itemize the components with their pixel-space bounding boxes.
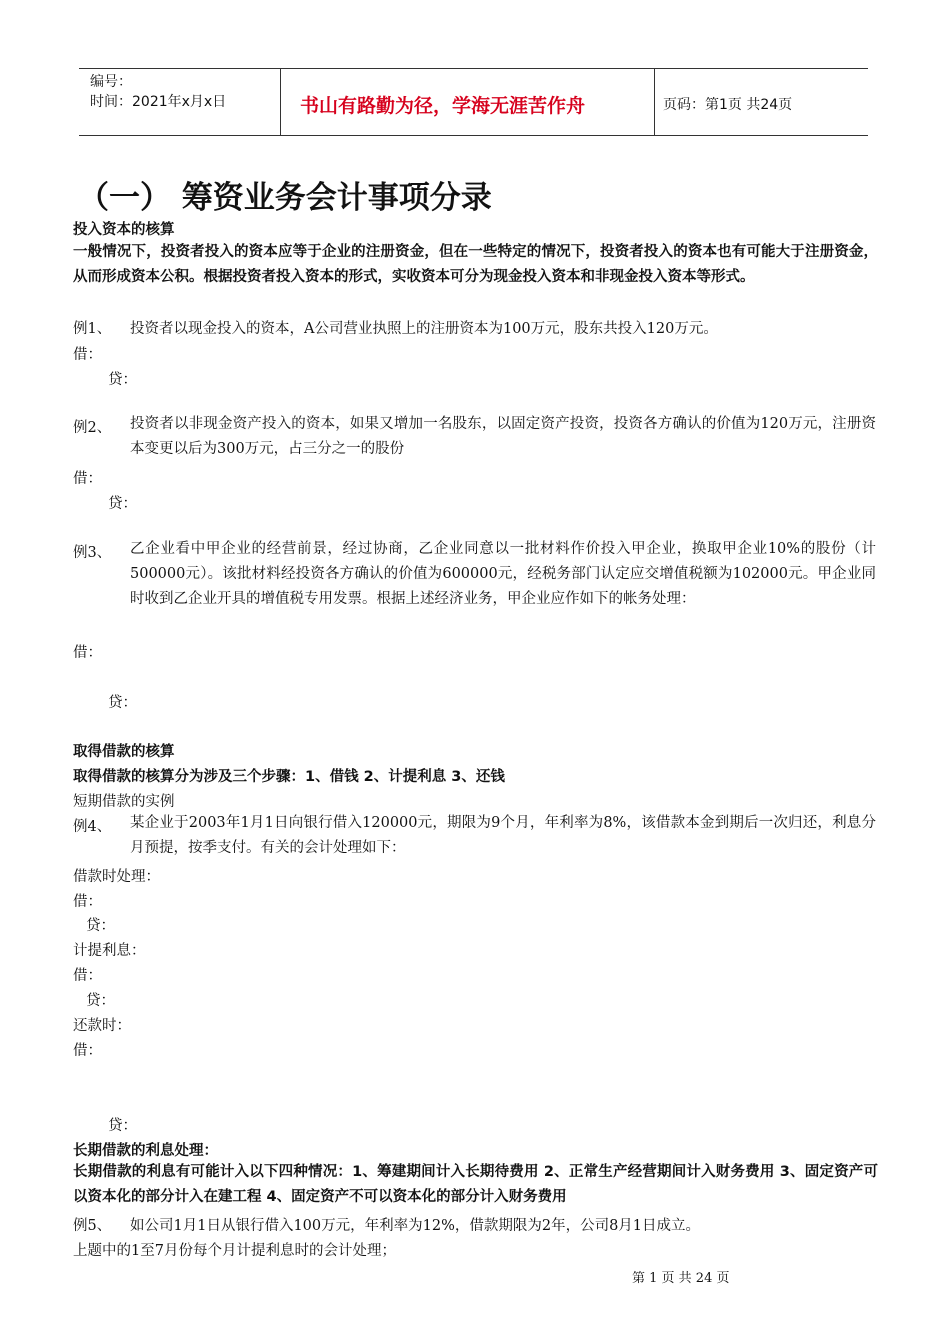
section-intro-capital: 一般情况下，投资者投入的资本应等于企业的注册资金，但在一些特定的情况下，投资者投入的资本也有可能大于注册资金，从而形成资本公积。根据投资者投入资本的形式，实收资本可分为现金投入资本和非现金投入资本等形式。 xyxy=(73,244,878,285)
section-heading-long-term: 长期借款的利息处理： xyxy=(73,1143,218,1159)
section-heading-capital: 投入资本的核算 xyxy=(73,222,175,238)
example-4-credit-1: 贷： xyxy=(86,918,115,934)
header-bottom-rule xyxy=(79,135,868,136)
example-4-borrow-label: 借款时处理： xyxy=(73,869,160,885)
example-4-debit-2: 借： xyxy=(73,968,102,984)
header-page-info: 页码：第1页 共24页 xyxy=(663,97,793,113)
example-4-text: 某企业于2003年1月1日向银行借入120000元，期限为9个月，年利率为8%，该借款本金到期后一次归还，利息分月预提，按季支付。有关的会计处理如下： xyxy=(130,815,876,856)
example-4-debit-1: 借： xyxy=(73,894,102,910)
example-1-label: 例1、 xyxy=(73,321,112,337)
example-3-text: 乙企业看中甲企业的经营前景，经过协商，乙企业同意以一批材料作价投入甲企业，换取甲企业10%的股份（计500000元）。该批材料经投资各方确认的价值为600000元，经税务部门认定应交增值税额为102000元。甲企业同时收到乙企业开具的增值税专用发票。根据上述经济业务，甲企业应作如下的帐务处理： xyxy=(130,541,876,607)
example-2-label: 例2、 xyxy=(73,420,112,436)
header-top-rule xyxy=(79,68,868,69)
example-5-label: 例5、 xyxy=(73,1218,112,1234)
example-4-repay-label: 还款时： xyxy=(73,1018,131,1034)
header-divider-right xyxy=(654,68,655,135)
header-serial-label: 编号： xyxy=(90,74,132,90)
example-2-credit: 贷： xyxy=(108,496,137,512)
example-2-text: 投资者以非现金资产投入的资本，如果又增加一名股东，以固定资产投资，投资各方确认的价值为120万元，注册资本变更以后为300万元，占三分之一的股份 xyxy=(130,416,876,457)
example-4-accrue-label: 计提利息： xyxy=(73,943,146,959)
example-1-credit: 贷： xyxy=(108,372,137,388)
section-text-long-term: 长期借款的利息有可能计入以下四种情况：1、筹建期间计入长期待费用 2、正常生产经营期间计入财务费用 3、固定资产可以资本化的部分计入在建工程 4、固定资产不可以资本化的部分计入财务费用 xyxy=(73,1164,878,1205)
example-4-debit-3: 借： xyxy=(73,1043,102,1059)
example-4-credit-3: 贷： xyxy=(108,1118,137,1134)
example-4-label: 例4、 xyxy=(73,819,112,835)
short-term-loan-subheading: 短期借款的实例 xyxy=(73,794,175,810)
example-1-text: 投资者以现金投入的资本，A公司营业执照上的注册资本为100万元，股东共投入120万元。 xyxy=(130,321,718,337)
example-3-credit: 贷： xyxy=(108,695,137,711)
example-2-debit: 借： xyxy=(73,471,102,487)
section-steps-loans: 取得借款的核算分为涉及三个步骤：1、借钱 2、计提利息 3、还钱 xyxy=(73,769,505,785)
example-5-note: 上题中的1至7月份每个月计提利息时的会计处理； xyxy=(73,1243,396,1259)
example-3-debit: 借： xyxy=(73,645,102,661)
page-title: （一） 筹资业务会计事项分录 xyxy=(78,180,492,216)
example-4-credit-2: 贷： xyxy=(86,993,115,1009)
header-divider-left xyxy=(280,68,281,135)
example-1-debit: 借： xyxy=(73,347,102,363)
header-date-label: 时间：2021年x月x日 xyxy=(90,94,227,110)
section-heading-loans: 取得借款的核算 xyxy=(73,744,175,760)
example-3-label: 例3、 xyxy=(73,545,112,561)
header-motto: 书山有路勤为径，学海无涯苦作舟 xyxy=(300,95,586,117)
page-footer: 第 1 页 共 24 页 xyxy=(632,1271,730,1286)
example-5-text: 如公司1月1日从银行借入100万元，年利率为12%，借款期限为2年，公司8月1日成立。 xyxy=(130,1218,701,1234)
